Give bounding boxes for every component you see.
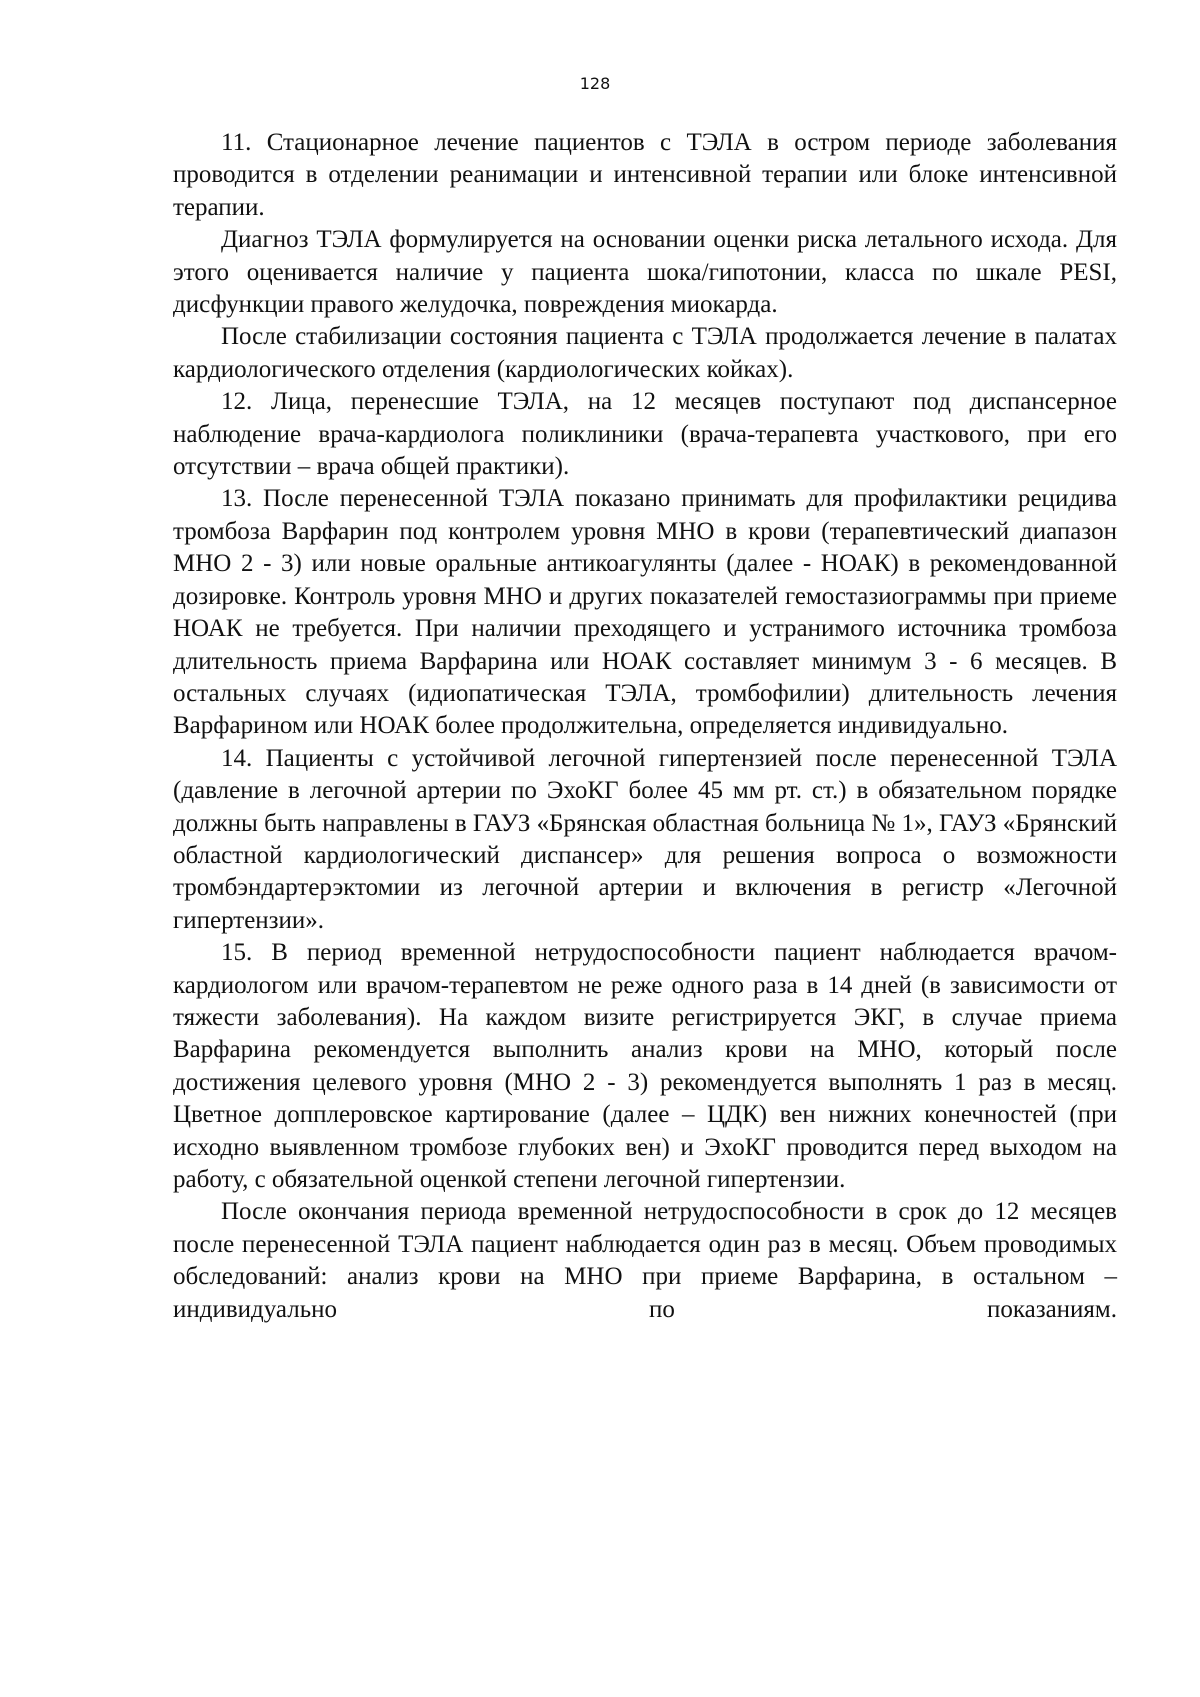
paragraph-12-dispensary-observation: 12. Лица, перенесшие ТЭЛА, на 12 месяцев поступают под диспансерное наблюдение врача-кардиолога поликлиники (врача-терапевта участкового, при его отсутствии – врача общей практики).	[173, 388, 1117, 481]
paragraph-after-disability: После окончания периода временной нетрудоспособности в срок до 12 месяцев после перенесенной ТЭЛА пациент наблюдается один раз в месяц. Объем проводимых обследований: анализ крови на МНО при приеме Варфарина, в остальном – индивидуально по показаниям.	[173, 1198, 1117, 1323]
paragraph-diagnosis-formulation: Диагноз ТЭЛА формулируется на основании оценки риска летального исхода. Для этого оценивается наличие у пациента шока/гипотонии, класса по шкале PESI, дисфункции правого желудочка, повреждения миокарда.	[173, 226, 1117, 319]
paragraph-11-inpatient-treatment: 11. Стационарное лечение пациентов с ТЭЛА в остром периоде заболевания проводится в отделении реанимации и интенсивной терапии или блоке интенсивной терапии.	[173, 129, 1117, 221]
paragraph-post-stabilization: После стабилизации состояния пациента с ТЭЛА продолжается лечение в палатах кардиологического отделения (кардиологических койках).	[173, 323, 1117, 383]
paragraph-14-pulmonary-hypertension: 14. Пациенты с устойчивой легочной гипертензией после перенесенной ТЭЛА (давление в легочной артерии по ЭхоКГ более 45 мм рт. ст.) в обязательном порядке должны быть направлены в ГАУЗ «Брянская областная больница № 1», ГАУЗ «Брянский областной кардиологический диспансер» для решения вопроса о возможности тромбэндартерэктомии из легочной артерии и включения в регистр «Легочной гипертензии».	[173, 744, 1117, 934]
paragraph-15-temporary-disability: 15. В период временной нетрудоспособности пациент наблюдается врачом-кардиологом или врачом-терапевтом не реже одного раза в 14 дней (в зависимости от тяжести заболевания). На каждом визите регистрируется ЭКГ, в случае приема Варфарина рекомендуется выполнить анализ крови на МНО, который после достижения целевого уровня (МНО 2 - 3) рекомендуется выполнять 1 раз в месяц. Цветное допплеровское картирование (далее – ЦДК) вен нижних конечностей (при исходно выявленном тромбозе глубоких вен) и ЭхоКГ проводится перед выходом на работу, с обязательной оценкой степени легочной гипертензии.	[173, 939, 1117, 1193]
paragraph-13-anticoagulation: 13. После перенесенной ТЭЛА показано принимать для профилактики рецидива тромбоза Варфарин под контролем уровня МНО в крови (терапевтический диапазон МНО 2 - 3) или новые оральные антикоагулянты (далее - НОАК) в рекомендованной дозировке. Контроль уровня МНО и других показателей гемостазиограммы при приеме НОАК не требуется. При наличии преходящего и устранимого источника тромбоза длительность приема Варфарина или НОАК составляет минимум 3 - 6 месяцев. В остальных случаях (идиопатическая ТЭЛА, тромбофилии) длительность лечения Варфарином или НОАК более продолжительна, определяется индивидуально.	[173, 485, 1117, 740]
page-number: 128	[579, 74, 611, 93]
document-body	[173, 127, 1117, 1326]
